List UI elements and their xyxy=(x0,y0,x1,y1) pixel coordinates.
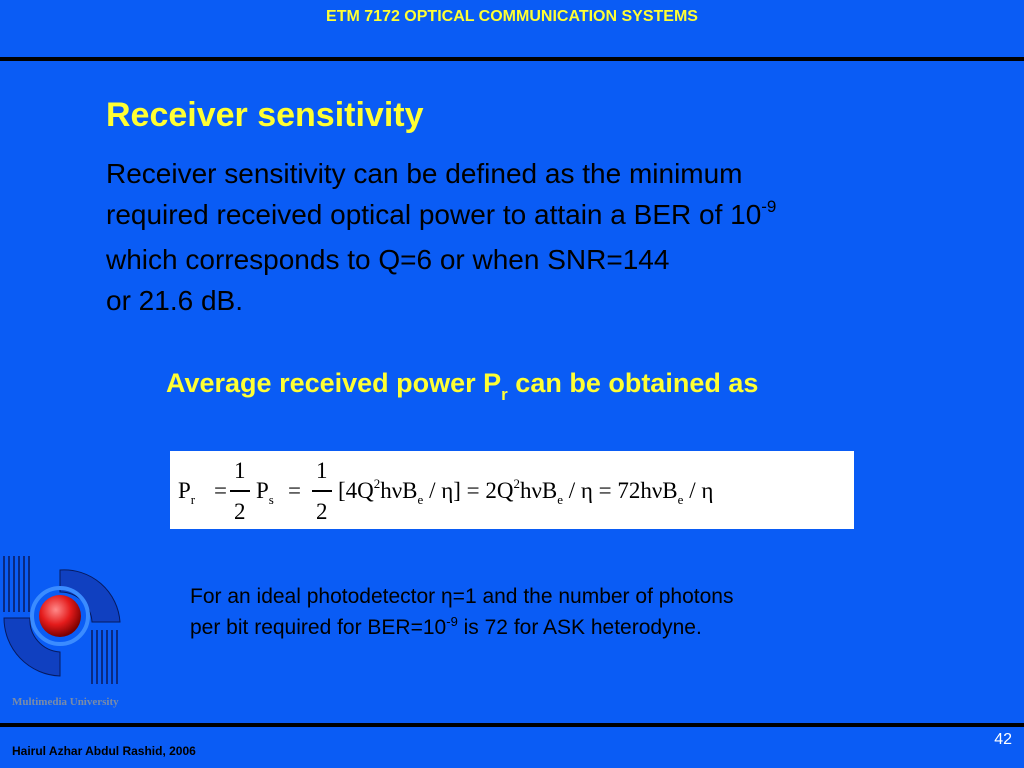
eq-right-side: $[4Q^2h\nu B_e / \eta] = 2Q^2h\nu B_e / \eta = 72h\nu B_e / \eta$ xyxy=(338,476,714,507)
author-credit: Hairul Azhar Abdul Rashid, 2006 xyxy=(12,744,196,758)
eq-frac2-num: 1 xyxy=(316,458,328,483)
body-exponent: -9 xyxy=(761,197,777,216)
eq-ps: $P_s$ xyxy=(256,478,274,507)
university-name: Multimedia University xyxy=(12,696,119,708)
subheading-text: Average received power P xyxy=(166,368,502,398)
body-line-2-text: required received optical power to attain a BER of 10 xyxy=(106,199,762,230)
slide-title: Receiver sensitivity xyxy=(106,96,424,134)
body-line-1: Receiver sensitivity can be defined as the minimum xyxy=(106,158,743,189)
equation-box xyxy=(170,451,854,529)
eq-frac2-bar xyxy=(312,490,332,492)
body-text xyxy=(106,153,986,321)
header-title: ETM 7172 OPTICAL COMMUNICATION SYSTEMS xyxy=(326,8,698,25)
university-logo-icon xyxy=(0,552,130,692)
subheading-subscript: r xyxy=(501,385,508,404)
eq-ps-sub: s xyxy=(268,492,274,507)
body-line-4: or 21.6 dB. xyxy=(106,285,243,316)
note-text xyxy=(190,581,950,645)
body-line-2 xyxy=(106,194,986,239)
page-number: 42 xyxy=(994,731,1012,748)
eq-frac1-num: 1 xyxy=(234,458,246,483)
subheading-suffix: can be obtained as xyxy=(507,368,759,398)
eq-pr-sub: r xyxy=(190,492,196,507)
note-line-2: per bit required for $BER=10^{-9}$ is 72 for ASK heterodyne. xyxy=(190,614,702,639)
note-line-1: For an ideal photodetector η=1 and the number of photons xyxy=(190,585,734,608)
eq-frac2-den: 2 xyxy=(316,499,328,524)
eq-frac1-den: 2 xyxy=(234,499,246,524)
eq-pr: $P_r$ xyxy=(178,478,196,507)
subheading xyxy=(166,368,759,404)
eq-frac1-bar xyxy=(230,490,250,492)
eq-equals-1: = xyxy=(214,478,227,503)
note-exponent: -9 xyxy=(446,614,458,629)
footer-rule xyxy=(0,723,1024,727)
header-rule xyxy=(0,57,1024,61)
body-line-3: which corresponds to Q=6 or when SNR=144 xyxy=(106,244,670,275)
eq-equals-2: = xyxy=(288,478,301,503)
